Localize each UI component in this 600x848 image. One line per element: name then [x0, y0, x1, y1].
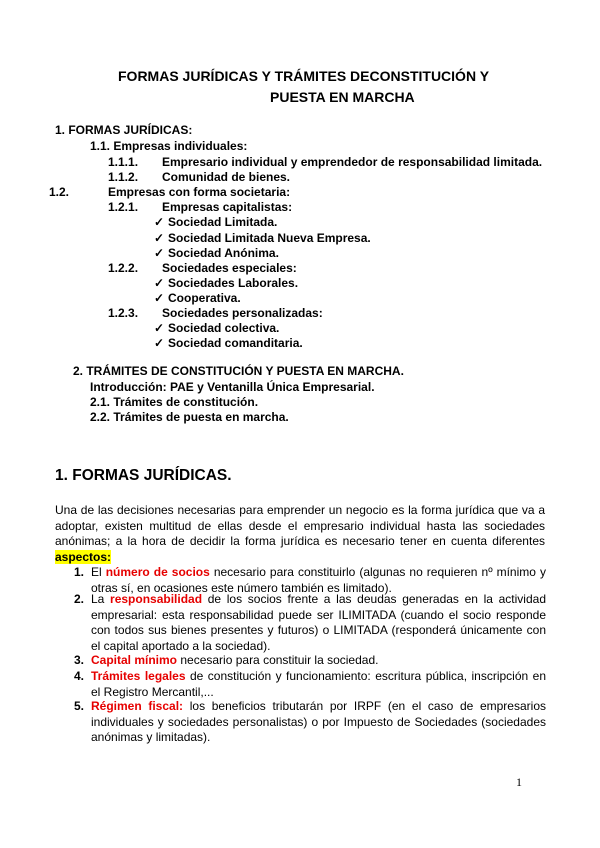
section-1-heading: 1. FORMAS JURÍDICAS. [55, 467, 232, 484]
toc-number-1-2-2: 1.2.2. [108, 261, 139, 275]
toc-section-1-2-3: Sociedades personalizadas: [162, 306, 323, 320]
toc-checklist-item: ✓ Sociedad comanditaria. [154, 336, 303, 350]
toc-section-1-2-2: Sociedades especiales: [162, 261, 297, 275]
toc-section-2-1: 2.1. Trámites de constitución. [90, 395, 259, 409]
checkmark-icon: ✓ [154, 215, 165, 229]
toc-section-1-2-1: Empresas capitalistas: [162, 200, 293, 214]
key-term: Régimen fiscal: [91, 699, 184, 713]
toc-section-1-1-2: Comunidad de bienes. [162, 170, 291, 184]
toc-section-2: 2. TRÁMITES DE CONSTITUCIÓN Y PUESTA EN MARCHA. [73, 364, 404, 378]
toc-checklist-item: ✓ Sociedad Limitada Nueva Empresa. [154, 231, 371, 245]
checkmark-icon: ✓ [154, 231, 165, 245]
page-number: 1 [516, 775, 522, 789]
toc-number-1-1-2: 1.1.2. [108, 170, 139, 184]
toc-checklist-item: ✓ Sociedad colectiva. [154, 321, 280, 335]
toc-section-1-1: 1.1. Empresas individuales: [90, 139, 248, 153]
toc-section-1: 1. FORMAS JURÍDICAS: [55, 123, 193, 137]
intro-paragraph: Una de las decisiones necesarias para emprender un negocio es la forma jurídica que va a adoptar, existen multitud de ellas desde el empresario individual hasta las sociedades anónimas; a la hora de decidir la forma jurídica es necesario tener en cuenta diferentes aspectos: [55, 503, 545, 564]
toc-checklist-item: ✓ Sociedad Limitada. [154, 215, 278, 229]
toc-section-1-2: Empresas con forma societaria: [108, 185, 291, 199]
checkmark-icon: ✓ [154, 276, 165, 290]
key-term: número de socios [105, 565, 210, 579]
toc-number-1-2-1: 1.2.1. [108, 200, 139, 214]
key-term: Capital mínimo [91, 653, 178, 667]
checkmark-icon: ✓ [154, 246, 165, 260]
checkmark-icon: ✓ [154, 336, 165, 350]
key-term: Trámites legales [91, 669, 186, 683]
toc-number-1-2-3: 1.2.3. [108, 306, 139, 320]
checkmark-icon: ✓ [154, 321, 165, 335]
toc-checklist-item: ✓ Cooperativa. [154, 291, 241, 305]
toc-section-2-2: 2.2. Trámites de puesta en marcha. [90, 410, 289, 424]
toc-checklist-item: ✓ Sociedades Laborales. [154, 276, 299, 290]
toc-checklist-item: ✓ Sociedad Anónima. [154, 246, 279, 260]
toc-introduction: Introducción: PAE y Ventanilla Única Empresarial. [90, 380, 375, 394]
document-title-line-2: PUESTA EN MARCHA [270, 89, 415, 105]
highlighted-text: aspectos: [55, 549, 112, 564]
toc-number-1-2: 1.2. [49, 185, 70, 199]
document-title-line-1: FORMAS JURÍDICAS Y TRÁMITES DECONSTITUCIÓN Y [118, 68, 490, 84]
toc-number-1-1-1: 1.1.1. [108, 155, 139, 169]
key-term: responsabilidad [110, 592, 203, 606]
checkmark-icon: ✓ [154, 291, 165, 305]
toc-section-1-1-1: Empresario individual y emprendedor de responsabilidad limitada. [162, 155, 543, 169]
